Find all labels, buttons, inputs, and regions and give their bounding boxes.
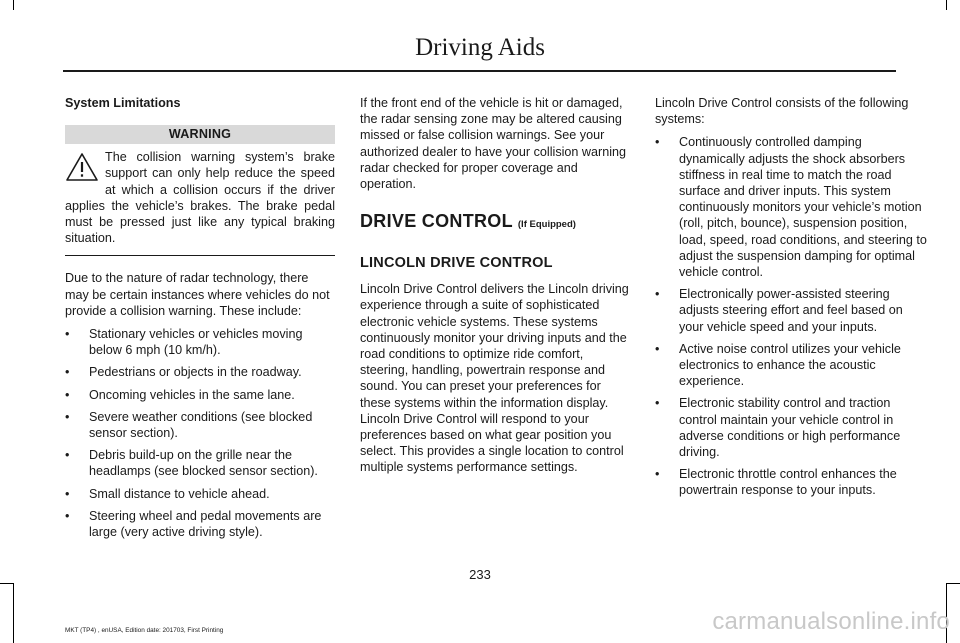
warning-triangle-icon bbox=[65, 152, 99, 182]
drive-control-description: Lincoln Drive Control delivers the Lincoln driving experience through a suite of sophisticated electronic vehicle systems. These systems continuously monitor your driving inputs and the road conditions to optimize ride comfort, steering, handling, powertrain response and sound. You can preset your preferences for these systems within the information display. Lincoln Drive Control will respond to your preferences based on what gear position you select. This provides a single location to control multiple systems performance settings. bbox=[360, 282, 629, 475]
crop-mark-top-right-v bbox=[946, 0, 947, 10]
list-item: • Small distance to vehicle ahead. bbox=[65, 486, 270, 501]
crop-mark-bottom-left-h bbox=[0, 583, 13, 584]
crop-mark-bottom-right-h bbox=[947, 583, 960, 584]
list-item: • Severe weather conditions (see blocked sensor section). bbox=[65, 409, 313, 441]
drive-control-heading: DRIVE CONTROL (If Equipped) bbox=[360, 211, 576, 232]
list-item: • Electronic throttle control enhances the powertrain response to your inputs. bbox=[655, 467, 897, 498]
column-left bbox=[65, 95, 335, 546]
column-middle bbox=[360, 95, 632, 476]
list-item: • Steering wheel and pedal movements are large (very active driving style). bbox=[65, 508, 322, 540]
footer-edition-text: MKT (TP4) , enUSA, Edition date: 201703, First Printing bbox=[65, 627, 224, 634]
list-item: • Continuously controlled damping dynamically adjusts the shock absorbers stiffness in real time to match the road surface and driver inputs. This system continuously monitors your vehicle’s motion (roll, pitch, bounce), suspension position, load, speed, road conditions, and steering to adjust the suspension damping for optimal vehicle control. bbox=[655, 135, 927, 280]
watermark: carmanualsonline.info bbox=[712, 608, 950, 635]
list-item: • Electronic stability control and traction control maintain your vehicle control in adverse conditions or high performance driving. bbox=[655, 396, 901, 460]
limitations-list bbox=[65, 326, 335, 540]
limitations-intro: Due to the nature of radar technology, there may be certain instances where vehicles do not provide a collision warning. These include: bbox=[65, 271, 330, 318]
list-item: • Oncoming vehicles in the same lane. bbox=[65, 387, 295, 402]
systems-intro: Lincoln Drive Control consists of the following systems: bbox=[655, 96, 909, 127]
if-equipped-note: (If Equipped) bbox=[517, 219, 576, 231]
header-rule bbox=[63, 70, 896, 72]
list-item: • Stationary vehicles or vehicles moving below 6 mph (10 km/h). bbox=[65, 327, 303, 358]
crop-mark-bottom-left-v bbox=[13, 583, 14, 643]
systems-list bbox=[655, 134, 927, 498]
list-item: • Electronically power-assisted steering adjusts steering effort and feel based on your vehicle speed and your inputs. bbox=[655, 287, 903, 334]
list-item: • Active noise control utilizes your vehicle electronics to enhance the acoustic experience. bbox=[655, 341, 901, 389]
lincoln-drive-control-heading: LINCOLN DRIVE CONTROL bbox=[360, 255, 553, 272]
column-right bbox=[655, 95, 927, 505]
section-title: System Limitations bbox=[65, 96, 181, 110]
page-header-title: Driving Aids bbox=[415, 34, 545, 61]
page-number: 233 bbox=[469, 567, 491, 582]
list-item: • Pedestrians or objects in the roadway. bbox=[65, 365, 302, 380]
warning-box bbox=[65, 149, 335, 256]
warning-text: The collision warning system’s brake support can only help reduce the speed at which a collision occurs if the driver applies the vehicle’s brakes. The brake pedal must be pressed just like any typical braking situation. bbox=[65, 150, 335, 246]
warning-label: WARNING bbox=[65, 125, 335, 144]
radar-damage-paragraph: If the front end of the vehicle is hit or damaged, the radar sensing zone may be altered causing missed or false collision warnings. See your authorized dealer to have your collision warning radar checked for proper coverage and operation. bbox=[360, 96, 627, 192]
list-item: • Debris build-up on the grille near the headlamps (see blocked sensor section). bbox=[65, 448, 318, 479]
crop-mark-top-left-v bbox=[13, 0, 14, 10]
